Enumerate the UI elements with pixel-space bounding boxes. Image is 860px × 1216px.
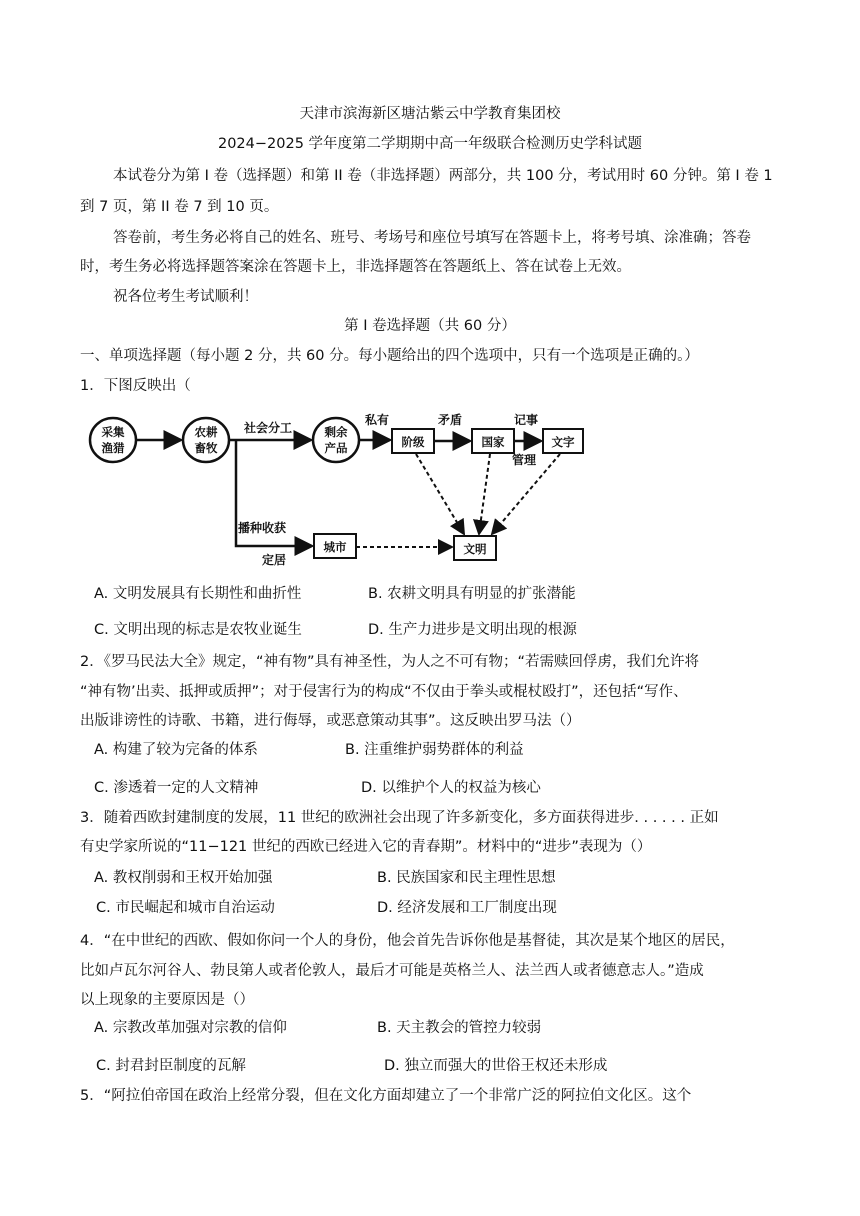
arrow-state-civilization xyxy=(479,454,490,534)
wish-text: 祝各位考生考试顺利！ xyxy=(113,289,258,305)
question-2-line2: “神有物’出卖、抵押或质押”；对于侵害行为的构成“不仅由于拳头或棍杖殴打”，还包括“写作、 xyxy=(80,684,688,700)
svg-text:农耕: 农耕 xyxy=(194,425,218,439)
svg-text:产品: 产品 xyxy=(324,441,348,455)
svg-text:剩余: 剩余 xyxy=(324,425,348,439)
q3-option-b: B. 民族国家和民主理性思想 xyxy=(377,870,556,886)
question-3-line1: 3．随着西欧封建制度的发展，11 世纪的欧洲社会出现了许多新变化，多方面获得进步. . . . . . 正如 xyxy=(80,810,719,826)
label-manage: 管理 xyxy=(512,453,537,467)
instructions-p2-line2: 时，考生务必将选择题答案涂在答题卡上，非选择题答在答题纸上、答在试卷上无效。 xyxy=(80,259,631,275)
question-4-line2: 比如卢瓦尔河谷人、勃艮第人或者伦敦人，最后才可能是英格兰人、法兰西人或者德意志人。”造成 xyxy=(80,963,704,979)
question-3-line2: 有史学家所说的“11−121 世纪的西欧已经进入它的青春期”。材料中的“进步”表现为（） xyxy=(80,839,652,855)
question-5-line1: 5．“阿拉伯帝国在政治上经常分裂，但在文化方面却建立了一个非常广泛的阿拉伯文化区。这个 xyxy=(80,1088,692,1104)
civilization-origin-diagram xyxy=(86,402,626,572)
q2-option-c: C. 渗透着一定的人文精神 xyxy=(94,780,259,796)
question-4-line3: 以上现象的主要原因是（） xyxy=(80,992,254,1008)
node-writing xyxy=(543,429,583,453)
svg-text:采集: 采集 xyxy=(101,425,125,439)
instructions-p1-line1: 本试卷分为第 I 卷（选择题）和第 II 卷（非选择题）两部分，共 100 分，考试用时 60 分钟。第 I 卷 1 xyxy=(113,168,773,184)
node-surplus xyxy=(313,418,359,462)
q1-option-c: C. 文明出现的标志是农牧业诞生 xyxy=(94,622,302,638)
node-class xyxy=(392,429,434,453)
q4-option-a: A. 宗教改革加强对宗教的信仰 xyxy=(94,1020,287,1036)
q3-option-c: C. 市民崛起和城市自治运动 xyxy=(96,900,275,916)
svg-text:渔猎: 渔猎 xyxy=(101,441,125,455)
label-conflict: 矛盾 xyxy=(438,413,463,427)
label-settle: 定居 xyxy=(262,553,287,567)
q1-option-d: D. 生产力进步是文明出现的根源 xyxy=(368,622,577,638)
q4-option-c: C. 封君封臣制度的瓦解 xyxy=(96,1058,246,1074)
svg-text:国家: 国家 xyxy=(481,435,505,449)
node-state xyxy=(472,429,514,453)
arrow-class-civilization xyxy=(416,454,464,534)
q1-option-b: B. 农耕文明具有明显的扩张潜能 xyxy=(368,586,576,602)
label-record: 记事 xyxy=(514,413,539,427)
q2-option-a: A. 构建了较为完备的体系 xyxy=(94,742,258,758)
exam-title: 2024−2025 学年度第二学期期中高一年级联合检测历史学科试题 xyxy=(217,136,643,152)
question-4-line1: 4．“在中世纪的西欧、假如你问一个人的身份，他会首先告诉你他是基督徒，其次是某个地区的居民， xyxy=(80,933,735,949)
q2-option-d: D. 以维护个人的权益为核心 xyxy=(361,780,541,796)
svg-text:文字: 文字 xyxy=(551,435,575,449)
label-division: 社会分工 xyxy=(244,421,293,435)
svg-text:畜牧: 畜牧 xyxy=(194,441,218,455)
part-heading: 一、单项选择题（每小题 2 分，共 60 分。每小题给出的四个选项中，只有一个选项是正确的。） xyxy=(80,348,699,364)
instructions-p1-line2: 到 7 页，第 II 卷 7 到 10 页。 xyxy=(80,199,279,215)
node-city xyxy=(314,534,356,558)
node-gather xyxy=(90,418,136,462)
node-civilization xyxy=(454,536,496,560)
instructions-p2-line1: 答卷前，考生务必将自己的姓名、班号、考场号和座位号填写在答题卡上，将考号填、涂准确；答卷 xyxy=(113,230,751,246)
label-sow: 播种收获 xyxy=(238,521,287,535)
q3-option-d: D. 经济发展和工厂制度出现 xyxy=(377,900,557,916)
q3-option-a: A. 教权削弱和王权开始加强 xyxy=(94,870,273,886)
svg-text:文明: 文明 xyxy=(463,542,487,556)
q4-option-d: D. 独立而强大的世俗王权还未形成 xyxy=(384,1058,608,1074)
node-farm xyxy=(183,418,229,462)
q4-option-b: B. 天主教会的管控力较弱 xyxy=(377,1020,542,1036)
svg-text:城市: 城市 xyxy=(323,540,347,554)
school-name: 天津市滨海新区塘沽紫云中学教育集团校 xyxy=(299,106,561,122)
q1-option-a: A. 文明发展具有长期性和曲折性 xyxy=(94,586,302,602)
question-1-stem: 1．下图反映出（ xyxy=(80,378,191,394)
q2-option-b: B. 注重维护弱势群体的利益 xyxy=(345,742,524,758)
section-title: 第 I 卷选择题（共 60 分） xyxy=(344,318,516,334)
svg-text:阶级: 阶级 xyxy=(401,435,425,449)
question-2-line1: 2．《罗马民法大全》规定，“神有物”具有神圣性，为人之不可有物；“若需赎回俘虏，我们允许将 xyxy=(80,654,700,670)
label-private: 私有 xyxy=(365,413,390,427)
question-2-line3: 出版诽谤性的诗歌、书籍，进行侮辱，或恶意策动其事”。这反映出罗马法（） xyxy=(80,713,581,729)
